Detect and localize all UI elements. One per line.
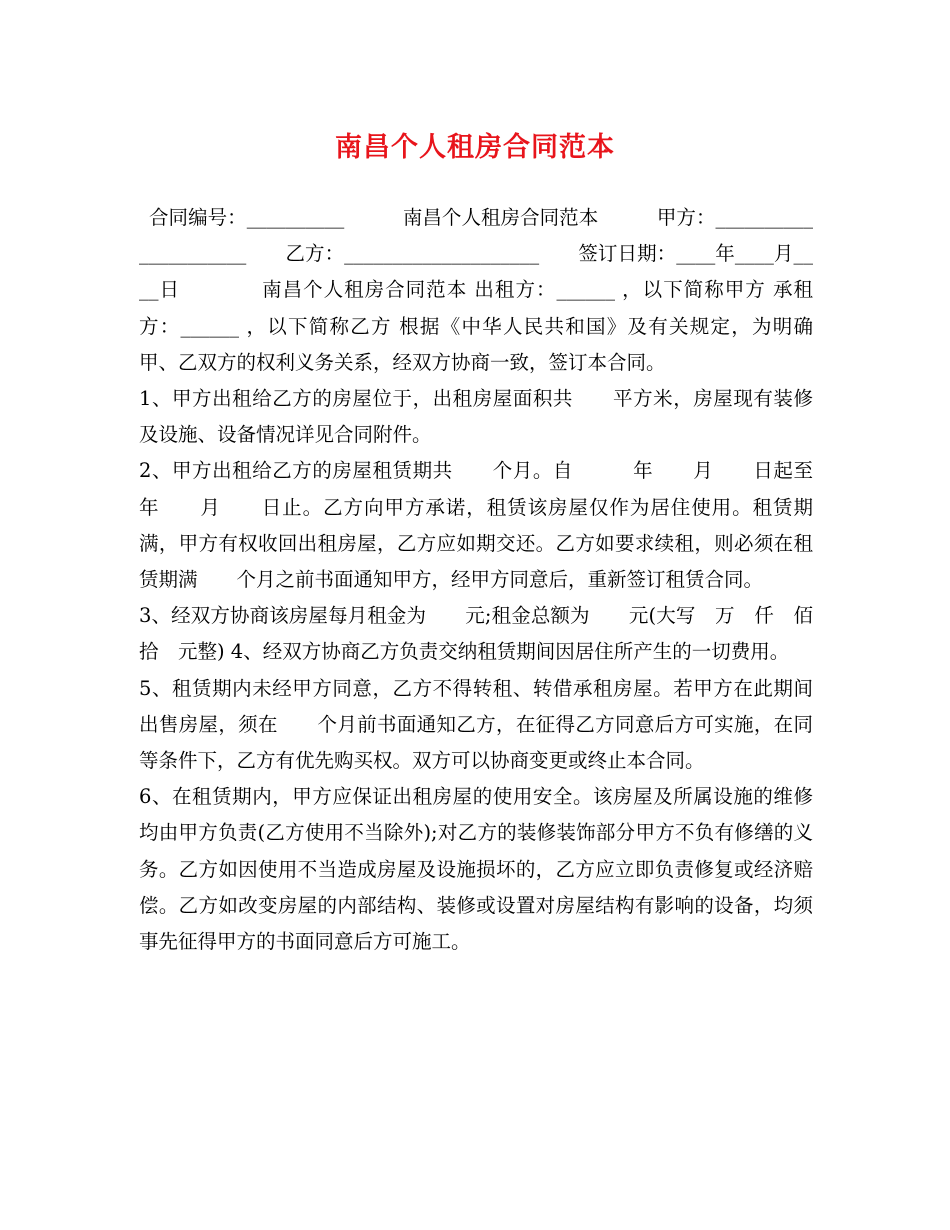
contract-header-paragraph: 合同编号：__________ 南昌个人租房合同范本 甲方：_____________________ 乙方：____________________ 签订日期：____年____月____日 南昌个人租房合同范本 出租方：______ ，以下简称甲方 承租方：______ ，以下简称乙方 根据《中华人民共和国》及有关规定，为明确甲、乙双方的权利义务关系，经双方协商一致，签订本合同。 bbox=[139, 206, 813, 374]
document-title: 南昌个人租房合同范本 bbox=[335, 132, 615, 163]
clause-2: 2、甲方出租给乙方的房屋租赁期共 个月。自 年 月 日起至年 月 日止。乙方向甲方承诺，租赁该房屋仅作为居住使用。租赁期满，甲方有权收回出租房屋，乙方应如期交还。乙方如要求续租，则必须在租赁期满 个月之前书面通知甲方，经甲方同意后，重新签订租赁合同。 bbox=[139, 459, 813, 592]
clause-1: 1、甲方出租给乙方的房屋位于，出租房屋面积共 平方米，房屋现有装修及设施、设备情况详见合同附件。 bbox=[139, 387, 813, 447]
clause-6: 6、在租赁期内，甲方应保证出租房屋的使用安全。该房屋及所属设施的维修均由甲方负责(乙方使用不当除外);对乙方的装修装饰部分甲方不负有修缮的义务。乙方如因使用不当造成房屋及设施损坏的，乙方应立即负责修复或经济赔偿。乙方如改变房屋的内部结构、装修或设置对房屋结构有影响的设备，均须事先征得甲方的书面同意后方可施工。 bbox=[139, 785, 813, 954]
document-body bbox=[139, 200, 833, 960]
clause-5: 5、租赁期内未经甲方同意，乙方不得转租、转借承租房屋。若甲方在此期间出售房屋，须在 个月前书面通知乙方，在征得乙方同意后方可实施，在同等条件下，乙方有优先购买权。双方可以协商变更或终止本合同。 bbox=[139, 676, 813, 773]
clause-3: 3、经双方协商该房屋每月租金为 元;租金总额为 元(大写 万 仟 佰 拾 元整) 4、经双方协商乙方负责交纳租赁期间因居住所产生的一切费用。 bbox=[139, 604, 833, 664]
